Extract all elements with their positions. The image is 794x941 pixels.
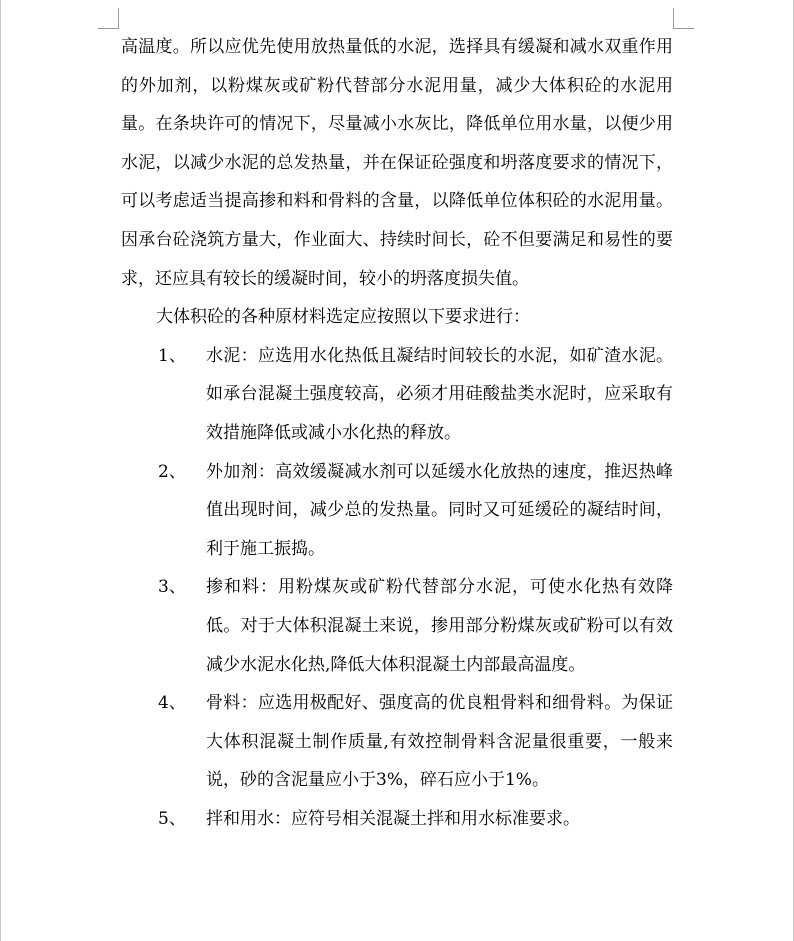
list-item-number: 5、 bbox=[158, 808, 186, 829]
document-body bbox=[121, 28, 673, 838]
list-item-text: 外加剂：高效缓凝减水剂可以延缓水化放热的速度，推迟热峰值出现时间，减少总的发热量。同时又可延缓砼的凝结时间，利于施工振捣。 bbox=[206, 461, 673, 559]
list-item bbox=[121, 800, 673, 839]
list-item-text: 骨料：应选用极配好、强度高的优良粗骨料和细骨料。为保证大体积混凝土制作质量,有效控制骨料含泥量很重要，一般来说，砂的含泥量应小于3%，碎石应小于1%。 bbox=[206, 693, 673, 791]
crop-mark-right bbox=[673, 8, 674, 28]
page-left-edge bbox=[0, 0, 1, 941]
list-item bbox=[121, 568, 673, 684]
list-item-text: 拌和用水：应符号相关混凝土拌和用水标准要求。 bbox=[206, 808, 580, 829]
list-item-number: 3、 bbox=[158, 577, 186, 598]
crop-mark-right bbox=[673, 28, 694, 29]
list-item bbox=[121, 453, 673, 569]
list-item bbox=[121, 337, 673, 453]
crop-mark-left bbox=[118, 8, 119, 28]
intro-paragraph: 高温度。所以应优先使用放热量低的水泥，选择具有缓凝和减水双重作用的外加剂，以粉煤灰或矿粉代替部分水泥用量，减少大体积砼的水泥用量。在条块许可的情况下，尽量减小水灰比，降低单位用水量，以便少用水泥，以减少水泥的总发热量，并在保证砼强度和坍落度要求的情况下，可以考虑适当提高掺和料和骨料的含量，以降低单位体积砼的水泥用量。因承台砼浇筑方量大，作业面大、持续时间长，砼不但要满足和易性的要求，还应具有较长的缓凝时间，较小的坍落度损失值。 bbox=[121, 37, 673, 289]
numbered-list bbox=[121, 337, 673, 839]
list-item-number: 4、 bbox=[158, 693, 186, 714]
list-intro: 大体积砼的各种原材料选定应按照以下要求进行： bbox=[156, 307, 530, 328]
list-item-number: 2、 bbox=[158, 461, 186, 482]
list-item-text: 掺和料：用粉煤灰或矿粉代替部分水泥，可使水化热有效降低。对于大体积混凝土来说，掺用部分粉煤灰或矿粉可以有效减少水泥水化热,降低大体积混凝土内部最高温度。 bbox=[206, 577, 673, 675]
list-item bbox=[121, 684, 673, 800]
crop-mark-left bbox=[98, 28, 119, 29]
list-item-text: 水泥：应选用水化热低且凝结时间较长的水泥，如矿渣水泥。如承台混凝土强度较高，必须才用硅酸盐类水泥时，应采取有效措施降低或减小水化热的释放。 bbox=[206, 345, 673, 443]
list-item-number: 1、 bbox=[158, 345, 186, 366]
